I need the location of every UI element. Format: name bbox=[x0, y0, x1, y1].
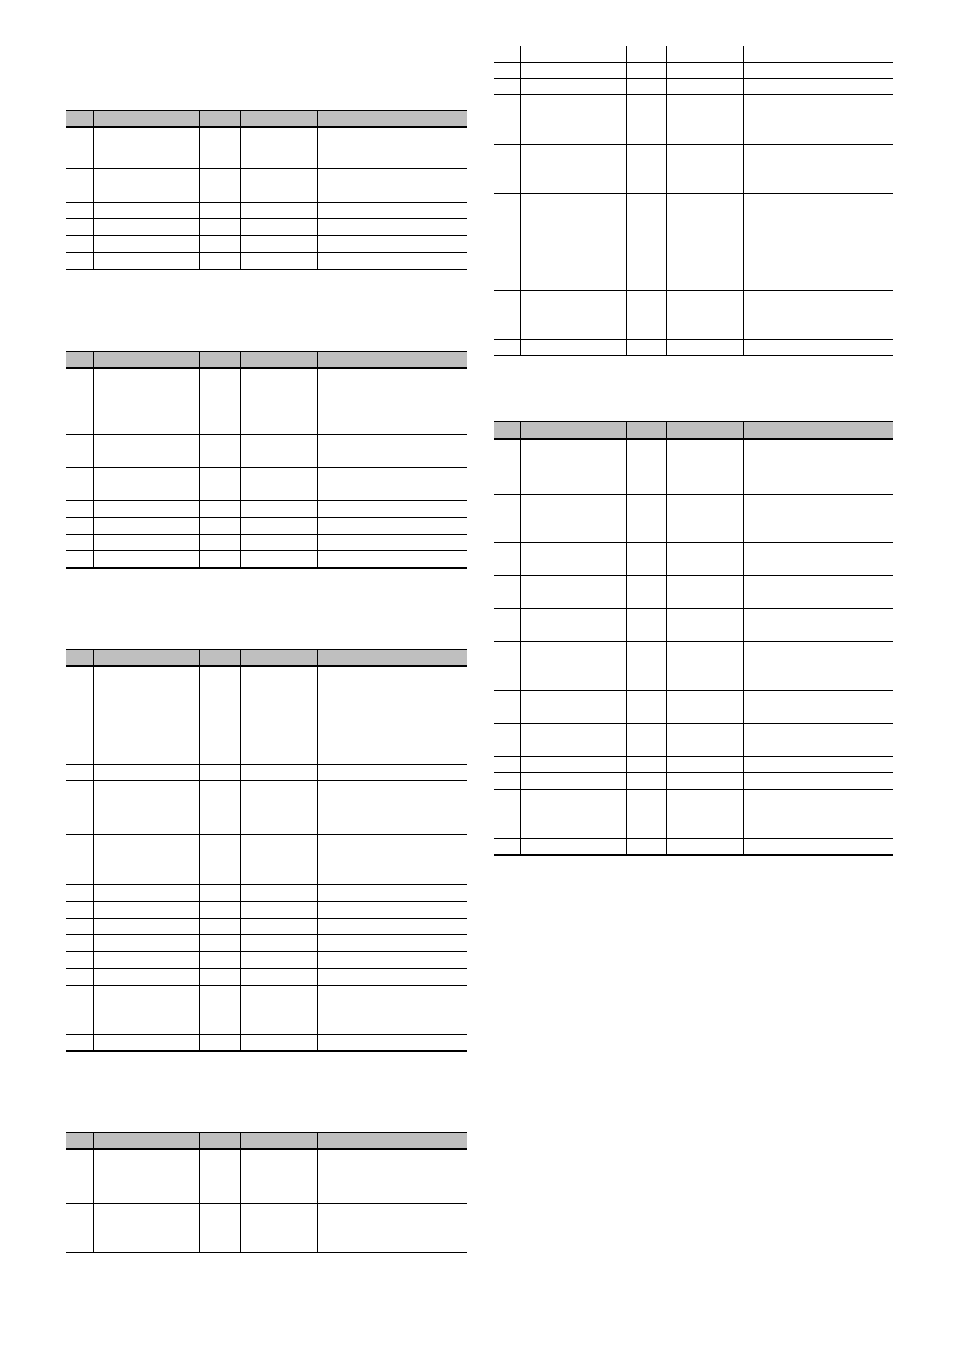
column-divider bbox=[93, 1132, 94, 1253]
table-header bbox=[66, 110, 467, 128]
column-divider bbox=[520, 46, 521, 356]
column-divider bbox=[626, 421, 627, 855]
column-divider bbox=[743, 46, 744, 356]
column-divider bbox=[666, 46, 667, 356]
row-divider bbox=[66, 934, 467, 935]
row-divider bbox=[66, 764, 467, 765]
table-2 bbox=[66, 351, 467, 569]
table-bottom-rule bbox=[494, 854, 893, 856]
row-divider bbox=[494, 542, 893, 543]
table-bottom-rule bbox=[66, 567, 467, 569]
row-divider bbox=[494, 690, 893, 691]
row-divider bbox=[66, 235, 467, 236]
table-4 bbox=[66, 1132, 467, 1254]
row-divider bbox=[66, 884, 467, 885]
table-1 bbox=[66, 110, 467, 270]
row-divider bbox=[494, 494, 893, 495]
table-bottom-rule bbox=[66, 1050, 467, 1052]
column-divider bbox=[626, 46, 627, 356]
column-divider bbox=[317, 110, 318, 270]
row-divider bbox=[494, 756, 893, 757]
table-bottom-rule bbox=[66, 1252, 467, 1253]
table-header bbox=[66, 351, 467, 369]
row-divider bbox=[66, 901, 467, 902]
column-divider bbox=[240, 351, 241, 568]
table-5 bbox=[494, 46, 893, 357]
row-divider bbox=[494, 723, 893, 724]
row-divider bbox=[66, 218, 467, 219]
column-divider bbox=[199, 1132, 200, 1253]
column-divider bbox=[199, 110, 200, 270]
column-divider bbox=[666, 421, 667, 855]
column-divider bbox=[93, 351, 94, 568]
table-header bbox=[494, 421, 893, 440]
column-divider bbox=[240, 649, 241, 1051]
column-divider bbox=[520, 421, 521, 855]
row-divider bbox=[66, 968, 467, 969]
row-divider bbox=[494, 789, 893, 790]
row-divider bbox=[494, 575, 893, 576]
row-divider bbox=[66, 434, 467, 435]
column-divider bbox=[199, 649, 200, 1051]
row-divider bbox=[66, 780, 467, 781]
row-divider bbox=[66, 500, 467, 501]
row-divider bbox=[66, 1034, 467, 1035]
row-divider bbox=[66, 834, 467, 835]
row-divider bbox=[494, 772, 893, 773]
column-divider bbox=[317, 649, 318, 1051]
column-divider bbox=[240, 1132, 241, 1253]
row-divider bbox=[66, 252, 467, 253]
row-divider bbox=[66, 517, 467, 518]
column-divider bbox=[240, 110, 241, 270]
row-divider bbox=[494, 78, 893, 79]
row-divider bbox=[66, 550, 467, 551]
row-divider bbox=[66, 202, 467, 203]
row-divider bbox=[66, 1203, 467, 1204]
row-divider bbox=[66, 985, 467, 986]
row-divider bbox=[494, 94, 893, 95]
table-3 bbox=[66, 649, 467, 1052]
column-divider bbox=[93, 110, 94, 270]
row-divider bbox=[494, 62, 893, 63]
column-divider bbox=[317, 1132, 318, 1253]
column-divider bbox=[93, 649, 94, 1051]
table-header bbox=[66, 1132, 467, 1150]
row-divider bbox=[494, 144, 893, 145]
row-divider bbox=[494, 193, 893, 194]
row-divider bbox=[494, 339, 893, 340]
row-divider bbox=[66, 918, 467, 919]
row-divider bbox=[66, 534, 467, 535]
table-bottom-rule bbox=[66, 269, 467, 270]
row-divider bbox=[66, 951, 467, 952]
row-divider bbox=[66, 168, 467, 169]
column-divider bbox=[743, 421, 744, 855]
table-header bbox=[66, 649, 467, 667]
row-divider bbox=[494, 641, 893, 642]
table-6 bbox=[494, 421, 893, 857]
column-divider bbox=[199, 351, 200, 568]
row-divider bbox=[66, 467, 467, 468]
row-divider bbox=[494, 608, 893, 609]
table-bottom-rule bbox=[494, 355, 893, 356]
column-divider bbox=[317, 351, 318, 568]
row-divider bbox=[494, 838, 893, 839]
row-divider bbox=[494, 290, 893, 291]
